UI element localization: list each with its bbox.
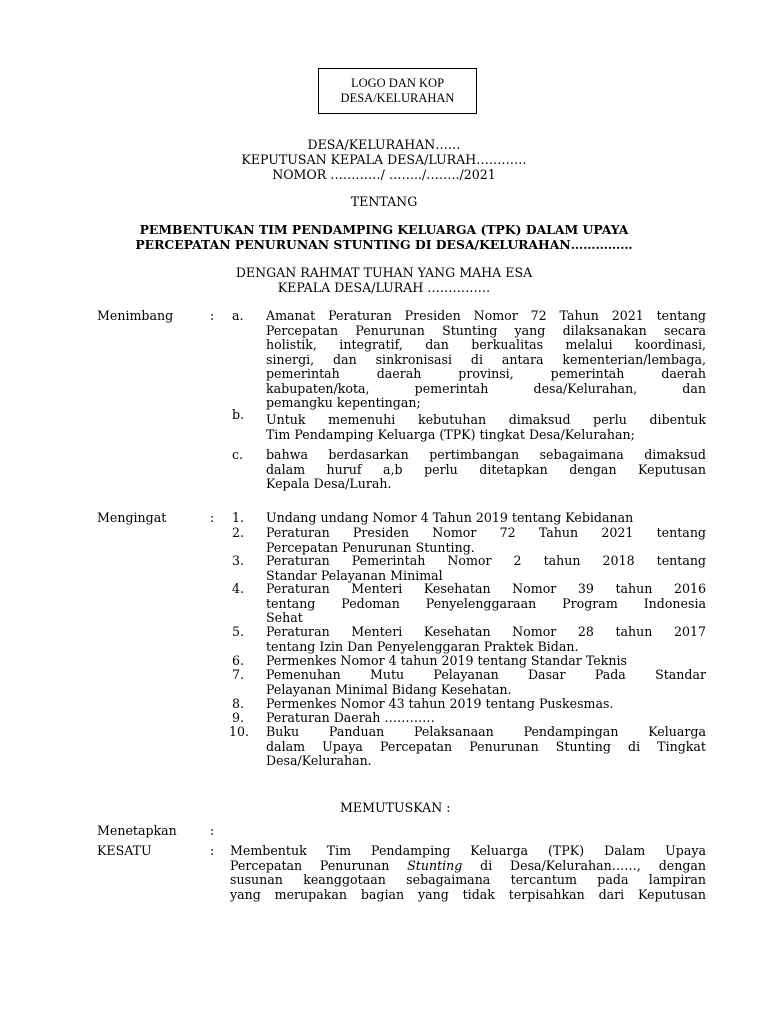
text-line: Permenkes Nomor 43 tahun 2019 tentang Puskesmas. xyxy=(266,696,614,711)
menimbang-item-a xyxy=(266,309,706,411)
text-line: Pelayanan Minimal Bidang Kesehatan. xyxy=(266,681,512,697)
menimbang-item-b xyxy=(266,413,706,442)
text-line: Percepatan Penurunan Stunting. xyxy=(266,539,475,555)
mengingat-marker-6: 6. xyxy=(232,653,245,668)
text-line: dalam huruf a,b perlu ditetapkan dengan Keputusan xyxy=(266,461,706,477)
text-line: Peraturan Daerah ………… xyxy=(266,710,435,725)
text-line: Percepatan Penurunan Stunting yang dilaksanakan secara xyxy=(266,322,706,338)
kesatu-text xyxy=(230,844,706,902)
text-line xyxy=(230,859,706,874)
logo-box-line2: DESA/KELURAHAN xyxy=(340,91,455,105)
logo-placeholder-box xyxy=(318,68,477,114)
text-line: tentang Pedoman Penyelenggaraan Program Indonesia xyxy=(266,595,706,611)
text-line: tentang Izin Dan Penyelenggaran Praktek Bidan. xyxy=(266,638,579,654)
text-line: Membentuk Tim Pendamping Keluarga (TPK) Dalam Upaya xyxy=(230,843,706,858)
mengingat-item-3 xyxy=(266,554,706,583)
text-line: dalam Upaya Percepatan Penurunan Stunting di Tingkat xyxy=(266,738,706,754)
text-line: Peraturan Pemerintah Nomor 2 tahun 2018 tentang xyxy=(266,553,706,568)
text-line: Permenkes Nomor 4 tahun 2019 tentang Standar Teknis xyxy=(266,653,627,668)
mengingat-marker-4: 4. xyxy=(232,581,245,596)
mengingat-item-7 xyxy=(266,668,706,697)
header-nomor: NOMOR …………/ ……../……../2021 xyxy=(272,167,496,182)
mengingat-item-2 xyxy=(266,526,706,555)
logo-box-line1: LOGO DAN KOP xyxy=(350,76,445,90)
text-line: Tim Pendamping Keluarga (TPK) tingkat Desa/Kelurahan; xyxy=(266,426,635,442)
text-line: Kepala Desa/Lurah. xyxy=(266,476,392,491)
memutuskan-heading: MEMUTUSKAN : xyxy=(340,800,451,815)
title-line1: PEMBENTUKAN TIM PENDAMPING KELUARGA (TPK) DALAM UPAYA xyxy=(139,222,629,237)
kesatu-label: KESATU xyxy=(97,843,152,858)
mengingat-item-10 xyxy=(266,725,706,769)
text-line: pemerintah daerah provinsi, pemerintah daerah xyxy=(266,366,706,381)
opening-line2: KEPALA DESA/LURAH …………… xyxy=(277,280,491,295)
text-line: bahwa berdasarkan pertimbangan sebagaimana dimaksud xyxy=(266,447,706,462)
mengingat-marker-7: 7. xyxy=(232,667,245,682)
mengingat-item-1 xyxy=(266,511,706,526)
text-line: Desa/Kelurahan. xyxy=(266,753,372,768)
mengingat-marker-1: 1. xyxy=(232,510,245,525)
header-keputusan: KEPUTUSAN KEPALA DESA/LURAH………… xyxy=(241,152,527,167)
text-line: sinergi, dan sinkronisasi di antara kementerian/lembaga, xyxy=(266,351,706,367)
text-line: Amanat Peraturan Presiden Nomor 72 Tahun 2021 tentang xyxy=(266,308,706,323)
mengingat-marker-10: 10. xyxy=(229,724,250,739)
opening-line1: DENGAN RAHMAT TUHAN YANG MAHA ESA xyxy=(235,265,533,280)
menimbang-item-c xyxy=(266,448,706,492)
mengingat-colon: : xyxy=(210,510,215,525)
kesatu-colon: : xyxy=(210,843,215,858)
text-segment: Percepatan Penurunan xyxy=(230,857,408,873)
text-line: yang merupakan bagian yang tidak terpisahkan dari Keputusan xyxy=(230,886,706,902)
menimbang-marker-a: a. xyxy=(232,308,244,323)
mengingat-marker-3: 3. xyxy=(232,553,245,568)
text-line: Standar Pelayanan Minimal xyxy=(266,567,443,583)
text-line: susunan keanggotaan sebagaimana tercantum pada lampiran xyxy=(230,872,706,887)
text-line: Peraturan Menteri Kesehatan Nomor 28 tahun 2017 xyxy=(266,624,706,639)
menimbang-marker-c: c. xyxy=(232,447,244,462)
menimbang-label: Menimbang xyxy=(97,308,174,323)
title-line2: PERCEPATAN PENURUNAN STUNTING DI DESA/KELURAHAN…………… xyxy=(135,237,633,252)
menimbang-colon: : xyxy=(210,308,215,323)
stunting-italic: Stunting xyxy=(407,857,463,873)
text-line: kabupaten/kota, pemerintah desa/Kelurahan, dan xyxy=(266,380,706,396)
menetapkan-label: Menetapkan xyxy=(97,823,177,838)
text-line: holistik, integratif, dan berkualitas melalui koordinasi, xyxy=(266,337,706,352)
mengingat-marker-8: 8. xyxy=(232,696,245,711)
text-line: pemangku kepentingan; xyxy=(266,395,421,410)
menetapkan-colon: : xyxy=(210,823,215,838)
mengingat-item-4 xyxy=(266,582,706,626)
text-segment: di Desa/Kelurahan……, dengan xyxy=(462,857,706,873)
mengingat-item-5 xyxy=(266,625,706,654)
mengingat-marker-9: 9. xyxy=(232,710,245,725)
text-line: Untuk memenuhi kebutuhan dimaksud perlu dibentuk xyxy=(266,412,706,427)
text-line: Pemenuhan Mutu Pelayanan Dasar Pada Standar xyxy=(266,667,706,682)
header-tentang: TENTANG xyxy=(350,194,418,209)
mengingat-marker-5: 5. xyxy=(232,624,245,639)
mengingat-marker-2: 2. xyxy=(232,525,245,540)
text-line: Peraturan Menteri Kesehatan Nomor 39 tahun 2016 xyxy=(266,581,706,596)
text-line: Sehat xyxy=(266,610,303,625)
header-desa: DESA/KELURAHAN…… xyxy=(307,137,461,152)
text-line: Buku Panduan Pelaksanaan Pendampingan Keluarga xyxy=(266,724,706,739)
text-line: Peraturan Presiden Nomor 72 Tahun 2021 tentang xyxy=(266,525,706,540)
menimbang-marker-b: b. xyxy=(232,407,245,422)
mengingat-label: Mengingat xyxy=(97,510,167,525)
text-line: Undang undang Nomor 4 Tahun 2019 tentang Kebidanan xyxy=(266,510,634,525)
